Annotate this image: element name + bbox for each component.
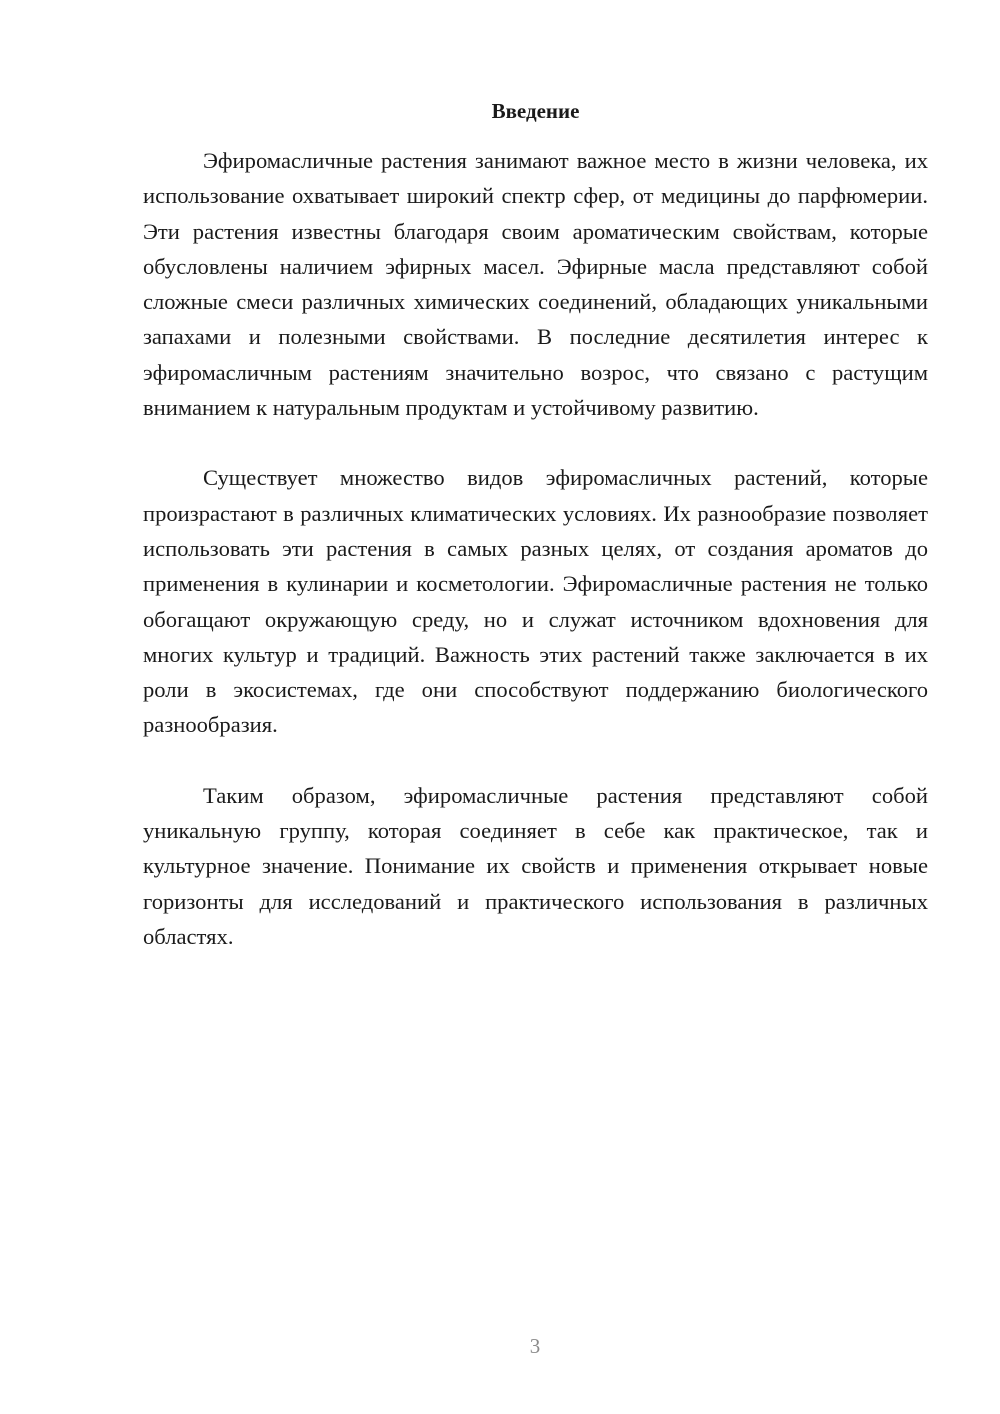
page-content: [143, 96, 928, 954]
paragraph-2: Существует множество видов эфиромасличных растений, которые произрастают в различных климатических условиях. Их разнообразие позволяет использовать эти растения в самых разных целях, от создания ароматов до применения в кулинарии и косметологии. Эфиромасличные растения не только обогащают окружающую среду, но и служат источником вдохновения для многих культур и традиций. Важность этих растений также заключается в их роли в экосистемах, где они способствуют поддержанию биологического разнообразия.: [143, 465, 928, 738]
page-number: 3: [529, 1334, 541, 1358]
paragraph-1: Эфиромасличные растения занимают важное место в жизни человека, их использование охватывает широкий спектр сфер, от медицины до парфюмерии. Эти растения известны благодаря своим ароматическим свойствам, которые обусловлены наличием эфирных масел. Эфирные масла представляют собой сложные смеси различных химических соединений, обладающих уникальными запахами и полезными свойствами. В последние десятилетия интерес к эфиромасличным растениям значительно возрос, что связано с растущим вниманием к натуральным продуктам и устойчивому развитию.: [143, 148, 928, 421]
paragraph-3: Таким образом, эфиромасличные растения представляют собой уникальную группу, которая соединяет в себе как практическое, так и культурное значение. Понимание их свойств и применения открывает новые горизонты для исследований и практического использования в различных областях.: [143, 782, 928, 949]
section-title: Введение: [491, 99, 580, 123]
